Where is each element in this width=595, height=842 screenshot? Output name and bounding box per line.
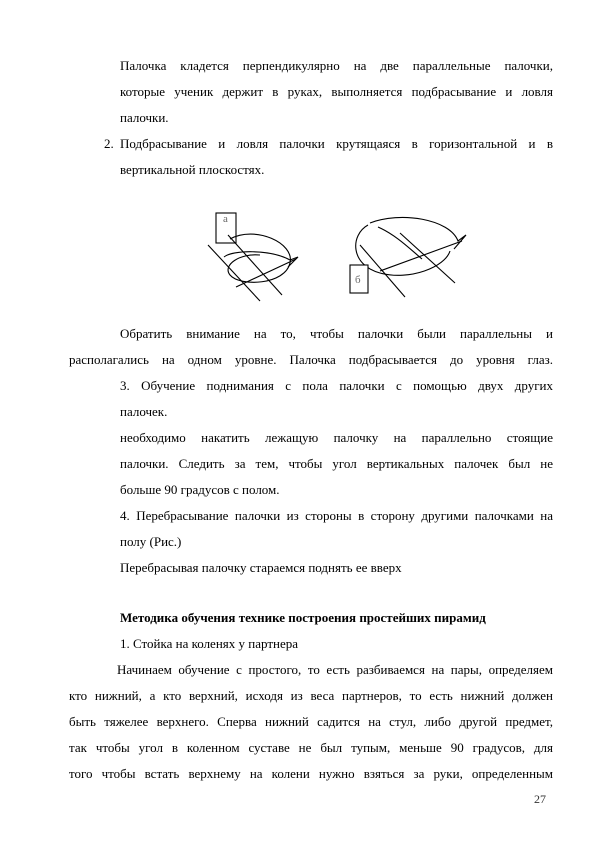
figure-label-b: б bbox=[355, 274, 361, 286]
section-heading: Методика обучения технике построения простейших пирамид bbox=[120, 610, 486, 625]
text-line: располагались на одном уровне. Палочка подбрасывается до уровня глаз. bbox=[69, 352, 553, 367]
text-line: 3. Обучение поднимания с пола палочки с помощью двух других bbox=[120, 378, 553, 393]
text-line: Обратить внимание на то, чтобы палочки были параллельны и bbox=[120, 326, 553, 341]
text-line: больше 90 градусов с полом. bbox=[120, 482, 280, 497]
subheading: 1. Стойка на коленях у партнера bbox=[120, 636, 298, 651]
text-line: быть тяжелее верхнего. Сперва нижний садится на стул, либо другой предмет, bbox=[69, 714, 553, 729]
text-line: 4. Перебрасывание палочки из стороны в сторону другими палочками на bbox=[120, 508, 553, 523]
text-line: так чтобы угол в коленном суставе не был тупым, меньше 90 градусов, для bbox=[69, 740, 553, 755]
text-line: того чтобы встать верхнему на колени нужно взяться за руки, определенным bbox=[69, 766, 553, 781]
list-number: 2. bbox=[104, 136, 114, 151]
figure-label-a: а bbox=[223, 213, 228, 225]
page-number: 27 bbox=[534, 792, 546, 806]
text-line: полу (Рис.) bbox=[120, 534, 182, 549]
stick-rotation-figure bbox=[200, 205, 480, 315]
text-line: палочки. Следить за тем, чтобы угол вертикальных палочек был не bbox=[120, 456, 553, 471]
text-line: Перебрасывая палочку стараемся поднять ее вверх bbox=[120, 560, 402, 575]
text-line: необходимо накатить лежащую палочку на параллельно стоящие bbox=[120, 430, 553, 445]
text-line: палочек. bbox=[120, 404, 168, 419]
text-line: которые ученик держит в руках, выполняется подбрасывание и ловля bbox=[120, 84, 553, 99]
text-line: вертикальной плоскостях. bbox=[120, 162, 265, 177]
text-line: палочки. bbox=[120, 110, 169, 125]
text-line: Начинаем обучение с простого, то есть разбиваемся на пары, определяем bbox=[117, 662, 553, 677]
text-line: кто нижний, а кто верхний, исходя из веса партнеров, то есть нижний должен bbox=[69, 688, 553, 703]
text-line: Подбрасывание и ловля палочки крутящаяся в горизонтальной и в bbox=[120, 136, 553, 151]
text-line: Палочка кладется перпендикулярно на две параллельные палочки, bbox=[120, 58, 553, 73]
